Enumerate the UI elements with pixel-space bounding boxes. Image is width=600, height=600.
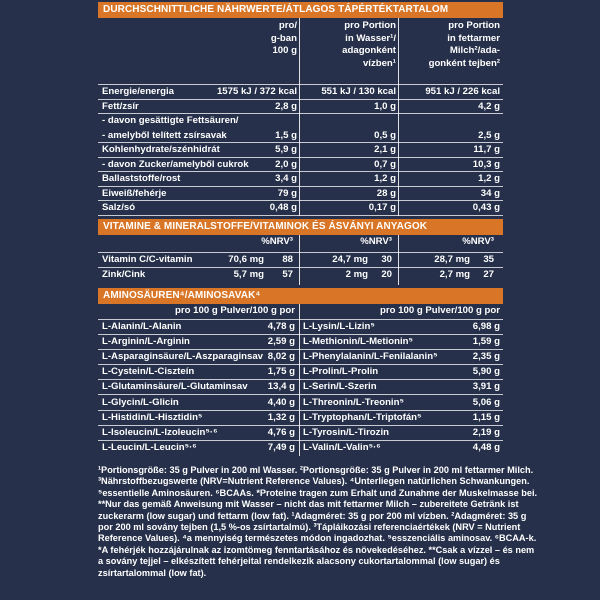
per-100g-header-line: 100 g bbox=[272, 45, 297, 56]
amino-table bbox=[98, 304, 503, 456]
value-per-portion-milk: 10,3 g bbox=[472, 158, 500, 170]
value-per-portion-water: 1,0 g bbox=[374, 100, 396, 112]
per-portion-water-header bbox=[301, 20, 396, 70]
value-per-portion-water: 0,5 g bbox=[374, 129, 396, 141]
per-portion-milk-header-line: in fettarmer bbox=[447, 32, 500, 44]
nutrient-label: - davon gesättigte Fettsäuren/ bbox=[102, 115, 239, 126]
vitamin-nrv-per-portion-milk: 35 bbox=[483, 254, 494, 265]
nutrient-label: Ballaststoffe/rost bbox=[102, 173, 181, 184]
value-per-100g: 5,9 g bbox=[275, 144, 297, 155]
amino-row bbox=[98, 380, 503, 395]
value-per-portion-water: 28 g bbox=[376, 187, 396, 199]
amino-value: 2,59 g bbox=[267, 336, 295, 348]
per-portion-water-header-line: in Wasser¹/ bbox=[345, 32, 396, 44]
amino-right-col-header: pro 100 g Pulver/100 g por bbox=[380, 305, 500, 316]
nrv-header: %NRV³ bbox=[462, 236, 494, 247]
amino-label: L-Cystein/L-Ciszteín bbox=[102, 366, 195, 378]
value-per-portion-milk: 11,7 g bbox=[473, 144, 500, 155]
value-per-100g: 79 g bbox=[277, 187, 297, 199]
footnote-line: **Nur das gemäß Anweisung mit Wasser – nicht das mit fettarmer Milch – zubereitete Getränk ist bbox=[98, 499, 519, 510]
amino-row bbox=[98, 411, 503, 426]
vitamin-value-per-portion-water: 2 mg bbox=[345, 269, 368, 280]
amino-value: 6,98 g bbox=[472, 321, 500, 332]
amino-value: 4,40 g bbox=[267, 396, 295, 408]
nutrient-label: Fett/zsír bbox=[102, 100, 139, 112]
amino-label: L-Tyrosin/L-Tirozin bbox=[303, 426, 389, 438]
footnote-line: ⁵essentielle Aminosäuren. ⁶BCAAs. *Proteine tragen zum Erhalt und Zunahme der Muskelmasse bei. bbox=[98, 487, 538, 498]
amino-label: L-Lysin/L-Lizin⁵ bbox=[303, 321, 375, 332]
value-per-portion-water: 0,7 g bbox=[374, 158, 396, 170]
vitamin-value-per-portion-milk: 2,7 mg bbox=[439, 269, 470, 280]
amino-left-col-header: pro 100 g Pulver/100 g por bbox=[175, 305, 295, 316]
vitamin-nrv-per-100g: 88 bbox=[282, 254, 293, 265]
footnote-line: ¹Portionsgröße: 35 g Pulver in 200 ml Wasser. ²Portionsgröße: 35 g Pulver in 200 ml fettarmer Milch. bbox=[98, 465, 534, 475]
value-per-100g: 1575 kJ / 372 kcal bbox=[216, 86, 297, 97]
nutrient-label: - amelyből telített zsírsavak bbox=[102, 129, 227, 141]
nutrition-table bbox=[98, 18, 503, 216]
amino-value: 4,48 g bbox=[472, 441, 500, 453]
nutrient-label: Salz/só bbox=[102, 202, 136, 213]
amino-row bbox=[98, 396, 503, 411]
amino-label: L-Glutaminsäure/L-Glutaminsav bbox=[102, 381, 248, 393]
value-per-portion-milk: 1,2 g bbox=[478, 173, 500, 184]
amino-label: L-Tryptophan/L-Triptofán⁵ bbox=[303, 411, 422, 423]
vitamin-nrv-per-portion-milk: 27 bbox=[483, 269, 494, 280]
per-portion-milk-header-line: pro Portion bbox=[448, 20, 500, 31]
value-per-portion-milk: 0,43 g bbox=[472, 202, 500, 213]
value-per-100g: 3,4 g bbox=[275, 173, 297, 184]
nutrition-row bbox=[98, 129, 503, 144]
footnote-line: zsírtartalommal (low fat). bbox=[98, 567, 207, 578]
amino-label: L-Asparaginsäure/L-Aszparaginsav bbox=[102, 351, 264, 363]
nutrition-row bbox=[98, 172, 503, 187]
amino-label: L-Methionin/L-Metionin⁵ bbox=[303, 336, 414, 348]
amino-row bbox=[98, 426, 503, 441]
amino-value: 1,15 g bbox=[472, 411, 500, 423]
value-per-portion-milk: 951 kJ / 226 kcal bbox=[425, 86, 500, 97]
value-per-100g: 1,5 g bbox=[275, 129, 297, 141]
nutrition-row bbox=[98, 201, 503, 216]
per-100g-header-line: pro/ bbox=[278, 20, 297, 31]
nrv-header: %NRV³ bbox=[360, 236, 392, 247]
nutrient-label: - davon Zucker/amelyből cukrok bbox=[102, 158, 249, 170]
amino-row bbox=[98, 441, 503, 456]
nutrition-row bbox=[98, 85, 503, 100]
per-portion-water-header-line: adagonként bbox=[342, 45, 396, 56]
vitamin-nrv-per-portion-water: 20 bbox=[381, 269, 392, 280]
amino-value: 3,91 g bbox=[472, 381, 500, 393]
nutrition-row bbox=[98, 143, 503, 158]
vitamin-row bbox=[98, 253, 503, 268]
per-portion-milk-header-line: gonként tejben² bbox=[428, 57, 500, 69]
value-per-portion-milk: 34 g bbox=[480, 187, 500, 199]
value-per-100g: 2,8 g bbox=[275, 100, 297, 112]
amino-label: L-Phenylalanin/L-Fenilalanin⁵ bbox=[303, 351, 438, 363]
footnote-line: ³Nährstoffbezugswerte (NRV=Nutrient Reference Values). ⁴Unterliegen natürlichen Schwankungen. bbox=[98, 476, 530, 487]
footnote-line: a sovány tejjel – elkészített fehérjeital rendelkezik alacsony cukortartalommal (low sugar) és bbox=[98, 556, 500, 567]
vitamin-value-per-100g: 70,6 mg bbox=[228, 254, 264, 265]
amino-row bbox=[98, 350, 503, 365]
value-per-100g: 2,0 g bbox=[275, 158, 297, 170]
vitamins-section-title: VITAMINE & MINERALSTOFFE/VITAMINOK ÉS ÁSVÁNYI ANYAGOK bbox=[98, 219, 503, 235]
amino-value: 7,49 g bbox=[267, 441, 295, 453]
nutrient-label: Energie/energia bbox=[102, 86, 174, 97]
vitamin-value-per-portion-water: 24,7 mg bbox=[332, 254, 368, 265]
value-per-portion-water: 2,1 g bbox=[374, 144, 396, 155]
nutrient-label: Eiweiß/fehérje bbox=[102, 187, 167, 199]
amino-label: L-Leucin/L-Leucin⁵·⁶ bbox=[102, 441, 197, 453]
nutrient-label: Kohlenhydrate/szénhidrát bbox=[102, 144, 220, 155]
per-100g-header bbox=[217, 20, 297, 58]
vitamins-header-row bbox=[98, 235, 503, 253]
per-portion-milk-header-line: Milch²/ada- bbox=[449, 45, 500, 56]
vitamin-value-per-100g: 5,7 mg bbox=[233, 269, 264, 280]
amino-value: 8,02 g bbox=[267, 351, 295, 363]
amino-value: 2,19 g bbox=[472, 426, 500, 438]
amino-label: L-Prolin/L-Prolin bbox=[303, 366, 379, 378]
amino-value: 4,76 g bbox=[267, 426, 295, 438]
amino-value: 5,06 g bbox=[472, 396, 500, 408]
per-portion-water-header-line: pro Portion bbox=[344, 20, 396, 31]
value-per-portion-water: 551 kJ / 130 kcal bbox=[321, 86, 396, 97]
vitamins-table bbox=[98, 235, 503, 285]
footnote-line: *A fehérjék hozzájárulnak az izomtömeg fenntartásához és növekedéséhez. **Csak a vízzel – és nem bbox=[98, 544, 535, 555]
nutrition-row bbox=[98, 114, 503, 129]
amino-row bbox=[98, 335, 503, 350]
amino-value: 1,32 g bbox=[267, 411, 295, 423]
amino-label: L-Arginin/L-Arginin bbox=[102, 336, 190, 348]
vitamin-nrv-per-portion-water: 30 bbox=[381, 254, 392, 265]
footnote-line: zuckerarm (low sugar) und fettarm (low fat). ¹Adagméret: 35 g por 200 ml vízben. ²Adagméret: 35 g bbox=[98, 510, 527, 521]
amino-label: L-Histidin/L-Hisztidin⁵ bbox=[102, 411, 203, 423]
value-per-portion-milk: 4,2 g bbox=[478, 100, 500, 112]
value-per-portion-milk: 2,5 g bbox=[478, 129, 500, 141]
amino-value: 1,75 g bbox=[267, 366, 295, 378]
value-per-portion-water: 1,2 g bbox=[374, 173, 396, 184]
amino-value: 13,4 g bbox=[267, 381, 295, 393]
nutrition-section-title: DURCHSCHNITTLICHE NÄHRWERTE/ÁTLAGOS TÁPÉRTÉKTARTALOM bbox=[98, 2, 503, 18]
amino-row bbox=[98, 320, 503, 335]
amino-row bbox=[98, 365, 503, 380]
vitamin-label: Vitamin C/C-vitamin bbox=[102, 254, 193, 265]
amino-label: L-Valin/L-Valin⁵·⁶ bbox=[303, 441, 381, 453]
nutrition-row bbox=[98, 100, 503, 115]
amino-label: L-Alanin/L-Alanin bbox=[102, 321, 182, 332]
footnote-line: por 200 ml sovány tejben (1,5 %-os zsírtartalmú). ³Tápláikozási referenciaértékek (NRV = Nutrient bbox=[98, 522, 521, 533]
amino-value: 5,90 g bbox=[472, 366, 500, 378]
vitamin-value-per-portion-milk: 28,7 mg bbox=[434, 254, 470, 265]
amino-label: L-Serin/L-Szerin bbox=[303, 381, 377, 393]
vitamin-label: Zink/Cink bbox=[102, 269, 146, 280]
per-100g-header-line: g-ban bbox=[270, 32, 297, 44]
amino-label: L-Threonin/L-Treonin⁵ bbox=[303, 396, 404, 408]
nrv-header: %NRV³ bbox=[261, 236, 293, 247]
amino-header-row bbox=[98, 304, 503, 320]
amino-label: L-Glycin/L-Glicin bbox=[102, 396, 179, 408]
value-per-100g: 0,48 g bbox=[269, 202, 297, 213]
footnotes bbox=[98, 465, 538, 579]
amino-value: 2,35 g bbox=[472, 351, 500, 363]
nutrition-row bbox=[98, 158, 503, 173]
vitamin-nrv-per-100g: 57 bbox=[282, 269, 293, 280]
per-portion-milk-header bbox=[400, 20, 500, 70]
nutrition-header-row bbox=[98, 18, 503, 85]
nutrition-row bbox=[98, 187, 503, 202]
amino-section-title: AMINOSÄUREN⁴/AMINOSAVAK⁴ bbox=[98, 288, 503, 304]
amino-value: 4,78 g bbox=[267, 321, 295, 332]
amino-value: 1,59 g bbox=[472, 336, 500, 348]
amino-label: L-Isoleucin/L-Izoleucin⁵·⁶ bbox=[102, 426, 218, 438]
per-portion-water-header-line: vízben¹ bbox=[362, 57, 396, 69]
vitamin-row bbox=[98, 268, 503, 283]
value-per-portion-water: 0,17 g bbox=[368, 202, 396, 213]
footnote-line: Reference Values). ⁴a mennyiség természetes módon ingadozhat. ⁵esszenciális aminosav. ⁶BCAA-k. bbox=[98, 533, 537, 544]
